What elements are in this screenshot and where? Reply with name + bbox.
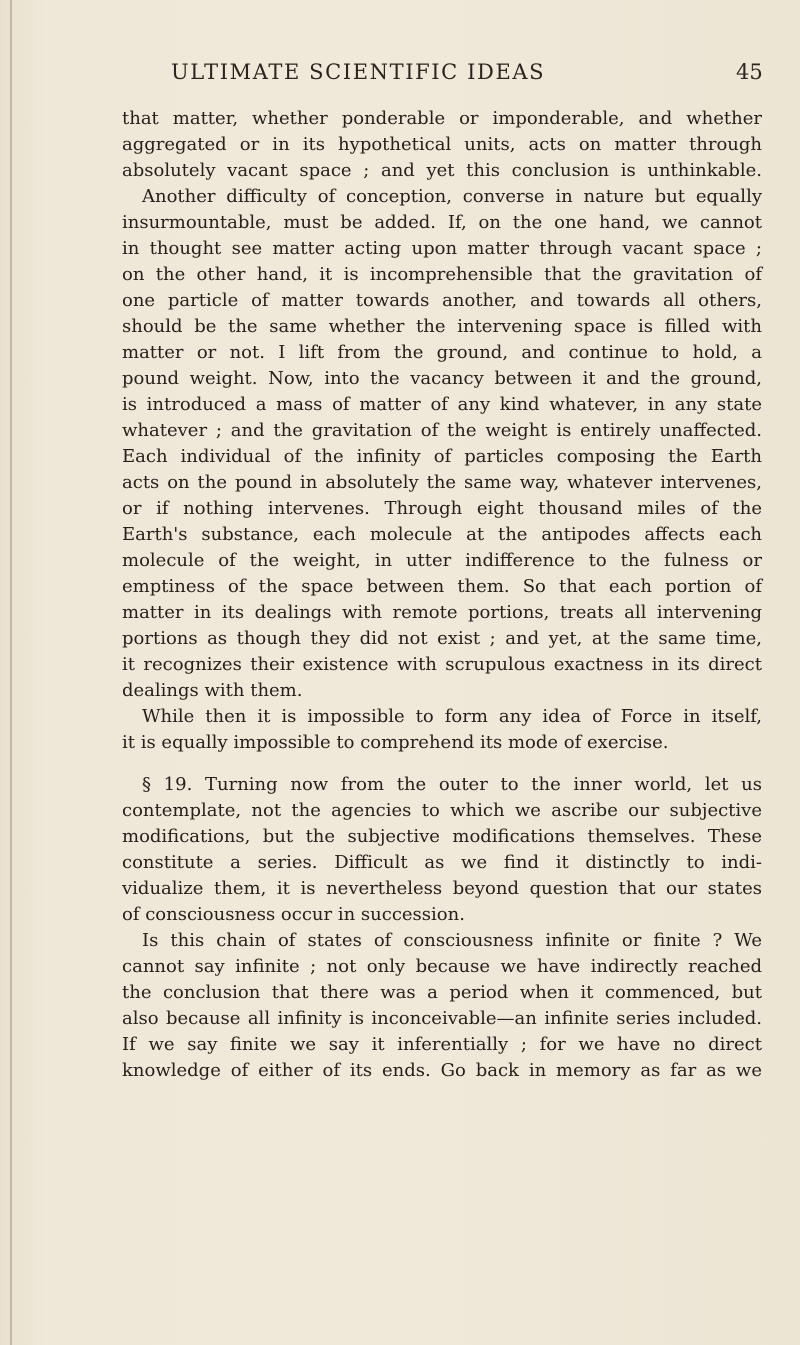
text-line: one particle of matter towards another, and towards all others, [122,290,762,311]
text-line: § 19. Turning now from the outer to the inner world, let us [142,774,762,795]
text-line: dealings with them. [122,680,303,701]
text-line: vidualize them, it is nevertheless beyond question that our states [122,878,762,899]
text-line: it recognizes their existence with scrupulous exactness in its direct [122,654,762,675]
text-line: of consciousness occur in succession. [122,904,465,925]
text-line: contemplate, not the agencies to which we ascribe our subjective [122,800,762,821]
text-line: Is this chain of states of consciousness infinite or finite ? We [142,930,762,951]
text-line: pound weight. Now, into the vacancy between it and the ground, [122,368,762,389]
text-line: that matter, whether ponderable or imponderable, and whether [122,108,762,129]
text-line: molecule of the weight, in utter indifference to the fulness or [122,550,762,571]
text-line: absolutely vacant space ; and yet this conclusion is unthinkable. [122,160,762,181]
text-line: whatever ; and the gravitation of the weight is entirely unaffected. [122,420,762,441]
text-line: If we say finite we say it inferentially ; for we have no direct [122,1034,762,1055]
text-line: aggregated or in its hypothetical units, acts on matter through [122,134,762,155]
section-gap [122,756,762,772]
paragraph-section-19 [122,772,762,928]
text-line: is introduced a mass of matter of any kind whatever, in any state [122,394,762,415]
text-line: constitute a series. Difficult as we find it distinctly to indi- [122,852,762,873]
text-line: matter or not. I lift from the ground, and continue to hold, a [122,342,762,363]
text-line: Another difficulty of conception, converse in nature but equally [142,186,762,207]
paragraph [122,928,762,1084]
text-line: also because all infinity is inconceivable—an infinite series included. [122,1008,762,1029]
page-number: 45 [736,60,763,84]
text-line: it is equally impossible to comprehend its mode of exercise. [122,732,669,753]
text-line: modifications, but the subjective modifications themselves. These [122,826,762,847]
text-line: should be the same whether the intervening space is filled with [122,316,762,337]
text-line: Earth's substance, each molecule at the antipodes affects each [122,524,762,545]
text-line: acts on the pound in absolutely the same way, whatever intervenes, [122,472,762,493]
text-line: While then it is impossible to form any idea of Force in itself, [142,706,762,727]
text-line: the conclusion that there was a period when it commenced, but [122,982,762,1003]
text-line: or if nothing intervenes. Through eight thousand miles of the [122,498,762,519]
text-line: on the other hand, it is incomprehensible that the gravitation of [122,264,762,285]
text-line: cannot say infinite ; not only because we have indirectly reached [122,956,762,977]
text-line: insurmountable, must be added. If, on the one hand, we cannot [122,212,762,233]
page-gutter-edge [10,0,12,1345]
text-line: portions as though they did not exist ; and yet, at the same time, [122,628,762,649]
text-line: emptiness of the space between them. So that each portion of [122,576,762,597]
paragraph [122,106,762,184]
paragraph [122,184,762,704]
running-title: ULTIMATE SCIENTIFIC IDEAS [171,60,546,84]
page-header [0,60,800,88]
text-line: knowledge of either of its ends. Go back in memory as far as we [122,1060,762,1081]
body-text [122,106,762,1084]
text-line: matter in its dealings with remote portions, treats all intervening [122,602,762,623]
paragraph [122,704,762,756]
text-line: Each individual of the infinity of particles composing the Earth [122,446,762,467]
text-line: in thought see matter acting upon matter through vacant space ; [122,238,762,259]
